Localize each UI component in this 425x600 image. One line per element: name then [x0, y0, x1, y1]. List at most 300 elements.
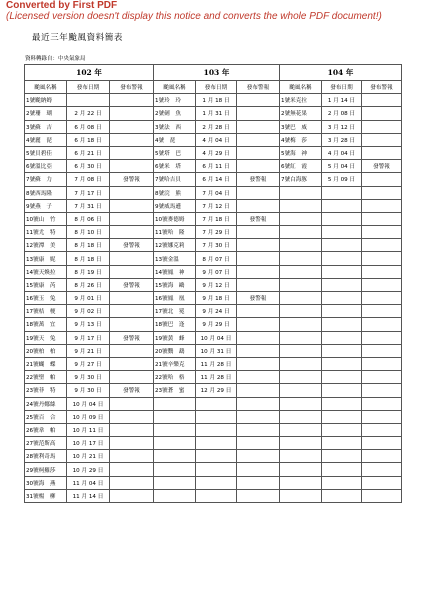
typhoon-name-cell: 12號潭 美 [25, 239, 67, 252]
col-date-header: 發布日期 [322, 81, 362, 94]
warning-cell [362, 423, 402, 436]
typhoon-name-cell [280, 410, 322, 423]
issue-date-cell: 8 月 10 日 [67, 226, 110, 239]
warning-cell [362, 186, 402, 199]
issue-date-cell: 8 月 19 日 [67, 265, 110, 278]
table-row [25, 423, 402, 436]
table-row [25, 489, 402, 502]
typhoon-name-cell: 1號米克拉 [280, 94, 322, 107]
table-row [25, 160, 402, 173]
issue-date-cell: 2 月 28 日 [196, 120, 237, 133]
issue-date-cell: 9 月 01 日 [67, 292, 110, 305]
issue-date-cell: 7 月 04 日 [196, 186, 237, 199]
issue-date-cell: 4 月 04 日 [196, 133, 237, 146]
issue-date-cell: 1 月 14 日 [322, 94, 362, 107]
typhoon-name-cell: 8號西馬隆 [25, 186, 67, 199]
col-warning-header: 發布警報 [237, 81, 280, 94]
issue-date-cell: 9 月 27 日 [67, 357, 110, 370]
issue-date-cell: 10 月 11 日 [67, 423, 110, 436]
warning-cell [110, 476, 154, 489]
warning-cell [110, 371, 154, 384]
issue-date-cell: 10 月 29 日 [67, 463, 110, 476]
issue-date-cell: 9 月 18 日 [196, 292, 237, 305]
issue-date-cell: 10 月 17 日 [67, 437, 110, 450]
col-name-header: 颱風名稱 [280, 81, 322, 94]
table-row [25, 107, 402, 120]
typhoon-name-cell [154, 463, 196, 476]
issue-date-cell: 3 月 28 日 [322, 133, 362, 146]
warning-cell [362, 173, 402, 186]
issue-date-cell [322, 278, 362, 291]
warning-cell [110, 94, 154, 107]
typhoon-name-cell: 13號康 妮 [25, 252, 67, 265]
issue-date-cell: 5 月 04 日 [322, 160, 362, 173]
warning-cell [237, 397, 280, 410]
warning-cell [110, 146, 154, 159]
typhoon-name-cell [154, 397, 196, 410]
typhoon-name-cell: 13號金溫 [154, 252, 196, 265]
issue-date-cell [322, 489, 362, 502]
typhoon-name-cell: 3號蘇 吉 [25, 120, 67, 133]
typhoon-name-cell: 4號麗 琵 [25, 133, 67, 146]
warning-cell [237, 265, 280, 278]
typhoon-name-cell: 11號哈 隆 [154, 226, 196, 239]
issue-date-cell: 3 月 12 日 [322, 120, 362, 133]
warning-cell [237, 305, 280, 318]
col-name-header: 颱風名稱 [25, 81, 67, 94]
table-row [25, 476, 402, 489]
typhoon-name-cell: 1號颱納姆 [25, 94, 67, 107]
issue-date-cell: 4 月 04 日 [322, 146, 362, 159]
warning-cell [237, 489, 280, 502]
table-row [25, 173, 402, 186]
issue-date-cell: 8 月 26 日 [67, 278, 110, 291]
warning-cell [362, 292, 402, 305]
typhoon-name-cell: 24號丹娜絲 [25, 397, 67, 410]
typhoon-name-cell: 18號萬 宜 [25, 318, 67, 331]
warning-cell [362, 489, 402, 502]
issue-date-cell: 9 月 29 日 [196, 318, 237, 331]
issue-date-cell [322, 476, 362, 489]
issue-date-cell: 1 月 18 日 [196, 94, 237, 107]
issue-date-cell [322, 463, 362, 476]
warning-cell [237, 186, 280, 199]
table-row [25, 384, 402, 397]
typhoon-name-cell: 17號北 冕 [154, 305, 196, 318]
typhoon-name-cell: 3號巴 威 [280, 120, 322, 133]
typhoon-name-cell: 2號珊 瑚 [25, 107, 67, 120]
typhoon-name-cell: 7號蘇 力 [25, 173, 67, 186]
pdf-converter-notice [6, 1, 382, 22]
typhoon-name-cell [280, 265, 322, 278]
issue-date-cell: 9 月 21 日 [67, 344, 110, 357]
page-title: 最近三年颱風資料簡表 [32, 33, 124, 43]
warning-cell: 發警報 [237, 292, 280, 305]
typhoon-name-cell: 25號百 合 [25, 410, 67, 423]
warning-cell [110, 133, 154, 146]
year-103-header: 103 年 [154, 65, 280, 81]
issue-date-cell [196, 476, 237, 489]
typhoon-name-cell: 15號康 芮 [25, 278, 67, 291]
typhoon-name-cell: 14號鳳 神 [154, 265, 196, 278]
table-row [25, 318, 402, 331]
warning-cell [110, 423, 154, 436]
table-row [25, 146, 402, 159]
typhoon-name-cell [280, 397, 322, 410]
warning-cell [110, 292, 154, 305]
issue-date-cell: 12 月 29 日 [196, 384, 237, 397]
issue-date-cell: 8 月 18 日 [67, 252, 110, 265]
warning-cell [362, 107, 402, 120]
issue-date-cell [322, 265, 362, 278]
issue-date-cell [196, 410, 237, 423]
typhoon-name-cell: 18號巴 逢 [154, 318, 196, 331]
warning-cell [237, 226, 280, 239]
issue-date-cell [322, 252, 362, 265]
warning-cell [110, 107, 154, 120]
issue-date-cell: 7 月 12 日 [196, 199, 237, 212]
warning-cell [237, 252, 280, 265]
table-row [25, 331, 402, 344]
typhoon-name-cell [280, 450, 322, 463]
typhoon-name-cell [154, 489, 196, 502]
typhoon-name-cell: 9號燕 子 [25, 199, 67, 212]
warning-cell [362, 94, 402, 107]
typhoon-name-cell: 1號玲 玲 [154, 94, 196, 107]
warning-cell [110, 199, 154, 212]
typhoon-name-cell: 30號海 燕 [25, 476, 67, 489]
typhoon-table-body [25, 94, 402, 503]
issue-date-cell [196, 450, 237, 463]
warning-cell [237, 120, 280, 133]
typhoon-name-cell [280, 344, 322, 357]
typhoon-name-cell: 12號娜克莉 [154, 239, 196, 252]
col-date-header: 發布日期 [67, 81, 110, 94]
issue-date-cell [322, 212, 362, 225]
typhoon-name-cell [280, 331, 322, 344]
issue-date-cell: 7 月 17 日 [67, 186, 110, 199]
issue-date-cell: 6 月 21 日 [67, 146, 110, 159]
warning-cell [237, 94, 280, 107]
warning-cell [237, 476, 280, 489]
issue-date-cell: 8 月 06 日 [67, 212, 110, 225]
warning-cell [237, 371, 280, 384]
warning-cell: 發警報 [362, 160, 402, 173]
issue-date-cell: 6 月 08 日 [67, 120, 110, 133]
warning-cell [110, 226, 154, 239]
issue-date-cell [322, 384, 362, 397]
data-source-note: 資料轉錄自：中央氣象局 [25, 56, 86, 62]
typhoon-name-cell [280, 357, 322, 370]
table-row [25, 265, 402, 278]
typhoon-name-cell: 5號塔 巴 [154, 146, 196, 159]
typhoon-name-cell [280, 305, 322, 318]
typhoon-name-cell: 17號桔 梗 [25, 305, 67, 318]
issue-date-cell: 9 月 24 日 [196, 305, 237, 318]
warning-cell [237, 410, 280, 423]
table-row [25, 252, 402, 265]
typhoon-name-cell: 9號威馬遜 [154, 199, 196, 212]
typhoon-name-cell [280, 423, 322, 436]
warning-cell [362, 450, 402, 463]
typhoon-name-cell: 23號菲 特 [25, 384, 67, 397]
warning-cell [362, 305, 402, 318]
warning-cell [362, 331, 402, 344]
issue-date-cell: 8 月 07 日 [196, 252, 237, 265]
table-row [25, 278, 402, 291]
table-row [25, 305, 402, 318]
table-row [25, 371, 402, 384]
column-header-row [25, 81, 402, 94]
typhoon-name-cell [280, 318, 322, 331]
warning-cell [362, 397, 402, 410]
col-warning-header: 發布警報 [110, 81, 154, 94]
warning-cell [237, 463, 280, 476]
typhoon-name-cell [154, 476, 196, 489]
issue-date-cell [322, 371, 362, 384]
issue-date-cell [196, 423, 237, 436]
typhoon-name-cell: 7號哈吉貝 [154, 173, 196, 186]
typhoon-name-cell: 8號浣 熊 [154, 186, 196, 199]
typhoon-name-cell: 16號玉 兔 [25, 292, 67, 305]
issue-date-cell: 7 月 31 日 [67, 199, 110, 212]
warning-cell [362, 212, 402, 225]
warning-cell [237, 160, 280, 173]
typhoon-name-cell: 21號辛樂克 [154, 357, 196, 370]
issue-date-cell: 6 月 30 日 [67, 160, 110, 173]
issue-date-cell [322, 344, 362, 357]
typhoon-name-cell [280, 239, 322, 252]
typhoon-name-cell [154, 423, 196, 436]
warning-cell [362, 239, 402, 252]
typhoon-name-cell: 31號楊 柳 [25, 489, 67, 502]
typhoon-name-cell: 16號鳳 凰 [154, 292, 196, 305]
warning-cell [237, 133, 280, 146]
issue-date-cell: 7 月 08 日 [67, 173, 110, 186]
warning-cell [110, 357, 154, 370]
table-row [25, 397, 402, 410]
warning-cell [362, 410, 402, 423]
typhoon-name-cell: 22號聖 帕 [25, 371, 67, 384]
warning-cell [110, 410, 154, 423]
typhoon-name-cell: 4號梅 莎 [280, 133, 322, 146]
warning-cell [110, 120, 154, 133]
warning-cell [237, 450, 280, 463]
warning-cell [362, 278, 402, 291]
warning-cell [362, 252, 402, 265]
issue-date-cell [322, 186, 362, 199]
issue-date-cell [322, 357, 362, 370]
warning-cell: 發警報 [110, 173, 154, 186]
issue-date-cell: 11 月 28 日 [196, 357, 237, 370]
typhoon-name-cell [154, 437, 196, 450]
issue-date-cell: 9 月 12 日 [196, 278, 237, 291]
warning-cell: 發警報 [237, 212, 280, 225]
issue-date-cell: 6 月 18 日 [67, 133, 110, 146]
issue-date-cell: 9 月 17 日 [67, 331, 110, 344]
warning-cell [362, 463, 402, 476]
issue-date-cell [322, 305, 362, 318]
typhoon-name-cell: 6號溫比亞 [25, 160, 67, 173]
warning-cell [362, 357, 402, 370]
typhoon-name-cell: 2號劍 魚 [154, 107, 196, 120]
issue-date-cell [322, 292, 362, 305]
typhoon-name-cell: 26號韋 帕 [25, 423, 67, 436]
typhoon-name-cell: 15號海 鷗 [154, 278, 196, 291]
issue-date-cell: 6 月 11 日 [196, 160, 237, 173]
typhoon-name-cell [280, 212, 322, 225]
warning-cell [110, 186, 154, 199]
issue-date-cell: 9 月 30 日 [67, 384, 110, 397]
issue-date-cell: 10 月 21 日 [67, 450, 110, 463]
typhoon-name-cell: 6號米 塔 [154, 160, 196, 173]
warning-cell [237, 199, 280, 212]
warning-cell [237, 344, 280, 357]
table-row [25, 120, 402, 133]
warning-cell [237, 384, 280, 397]
table-row [25, 357, 402, 370]
typhoon-name-cell: 10號山 竹 [25, 212, 67, 225]
warning-cell [110, 450, 154, 463]
issue-date-cell [322, 199, 362, 212]
typhoon-name-cell: 10號麥德姆 [154, 212, 196, 225]
warning-cell [237, 318, 280, 331]
col-date-header: 發布日期 [196, 81, 237, 94]
issue-date-cell: 11 月 28 日 [196, 371, 237, 384]
issue-date-cell: 1 月 31 日 [196, 107, 237, 120]
typhoon-name-cell [280, 476, 322, 489]
typhoon-name-cell [154, 450, 196, 463]
issue-date-cell [196, 437, 237, 450]
typhoon-name-cell [280, 199, 322, 212]
warning-cell [110, 265, 154, 278]
warning-cell [110, 305, 154, 318]
issue-date-cell: 9 月 02 日 [67, 305, 110, 318]
converter-title: Converted by First PDF [6, 0, 118, 11]
warning-cell [362, 476, 402, 489]
table-row [25, 239, 402, 252]
table-row [25, 437, 402, 450]
issue-date-cell: 10 月 31 日 [196, 344, 237, 357]
typhoon-name-cell: 4號 琵 [154, 133, 196, 146]
warning-cell [237, 423, 280, 436]
warning-cell [110, 437, 154, 450]
warning-cell: 發警報 [110, 384, 154, 397]
warning-cell [110, 318, 154, 331]
typhoon-name-cell [280, 292, 322, 305]
year-104-header: 104 年 [280, 65, 402, 81]
issue-date-cell: 6 月 14 日 [196, 173, 237, 186]
typhoon-name-cell: 21號蝴 蝶 [25, 357, 67, 370]
warning-cell [237, 278, 280, 291]
warning-cell [237, 437, 280, 450]
issue-date-cell [322, 226, 362, 239]
typhoon-name-cell: 23號蒼 蜜 [154, 384, 196, 397]
issue-date-cell [322, 423, 362, 436]
warning-cell [237, 331, 280, 344]
typhoon-name-cell: 5號貝碧佳 [25, 146, 67, 159]
typhoon-name-cell: 20號鸚 鵡 [154, 344, 196, 357]
table-row [25, 410, 402, 423]
typhoon-name-cell: 3號法 西 [154, 120, 196, 133]
issue-date-cell: 11 月 04 日 [67, 476, 110, 489]
warning-cell [362, 437, 402, 450]
issue-date-cell [67, 94, 110, 107]
table-row [25, 212, 402, 225]
typhoon-name-cell: 22號哈 格 [154, 371, 196, 384]
issue-date-cell [322, 318, 362, 331]
issue-date-cell [196, 489, 237, 502]
issue-date-cell: 7 月 30 日 [196, 239, 237, 252]
warning-cell [362, 344, 402, 357]
typhoon-name-cell: 2號無花果 [280, 107, 322, 120]
typhoon-name-cell: 14號天煥拉 [25, 265, 67, 278]
warning-cell [110, 344, 154, 357]
converter-license-notice: (Licensed version doesn't display this notice and converts the whole PDF document!) [6, 10, 382, 22]
typhoon-name-cell: 6號紅 霞 [280, 160, 322, 173]
warning-cell: 發警報 [110, 239, 154, 252]
warning-cell [110, 489, 154, 502]
typhoon-name-cell [280, 186, 322, 199]
warning-cell [237, 146, 280, 159]
warning-cell [110, 397, 154, 410]
table-row [25, 199, 402, 212]
issue-date-cell [196, 463, 237, 476]
issue-date-cell: 9 月 07 日 [196, 265, 237, 278]
issue-date-cell [196, 397, 237, 410]
table-row [25, 292, 402, 305]
issue-date-cell: 5 月 09 日 [322, 173, 362, 186]
issue-date-cell: 9 月 30 日 [67, 371, 110, 384]
warning-cell [110, 463, 154, 476]
issue-date-cell: 10 月 09 日 [67, 410, 110, 423]
typhoon-name-cell: 20號柏 柏 [25, 344, 67, 357]
issue-date-cell: 10 月 04 日 [196, 331, 237, 344]
issue-date-cell [322, 397, 362, 410]
issue-date-cell [322, 239, 362, 252]
warning-cell: 發警報 [237, 173, 280, 186]
warning-cell [362, 133, 402, 146]
table-row [25, 94, 402, 107]
typhoon-name-cell: 29號柯羅莎 [25, 463, 67, 476]
issue-date-cell: 9 月 13 日 [67, 318, 110, 331]
warning-cell [362, 199, 402, 212]
year-header-row [25, 65, 402, 81]
warning-cell [362, 226, 402, 239]
issue-date-cell: 2 月 08 日 [322, 107, 362, 120]
issue-date-cell: 4 月 29 日 [196, 146, 237, 159]
issue-date-cell: 11 月 14 日 [67, 489, 110, 502]
typhoon-name-cell [280, 384, 322, 397]
typhoon-name-cell: 19號天 兔 [25, 331, 67, 344]
issue-date-cell: 7 月 29 日 [196, 226, 237, 239]
typhoon-name-cell [280, 437, 322, 450]
typhoon-name-cell [154, 410, 196, 423]
issue-date-cell [322, 331, 362, 344]
warning-cell [110, 160, 154, 173]
year-102-header: 102 年 [25, 65, 154, 81]
typhoon-name-cell: 7號白海豚 [280, 173, 322, 186]
typhoon-name-cell: 19號黃 蜂 [154, 331, 196, 344]
typhoon-name-cell: 11號尤 特 [25, 226, 67, 239]
issue-date-cell [322, 450, 362, 463]
typhoon-name-cell: 5號海 神 [280, 146, 322, 159]
warning-cell [110, 212, 154, 225]
table-row [25, 186, 402, 199]
typhoon-name-cell [280, 226, 322, 239]
issue-date-cell: 8 月 18 日 [67, 239, 110, 252]
issue-date-cell: 2 月 22 日 [67, 107, 110, 120]
